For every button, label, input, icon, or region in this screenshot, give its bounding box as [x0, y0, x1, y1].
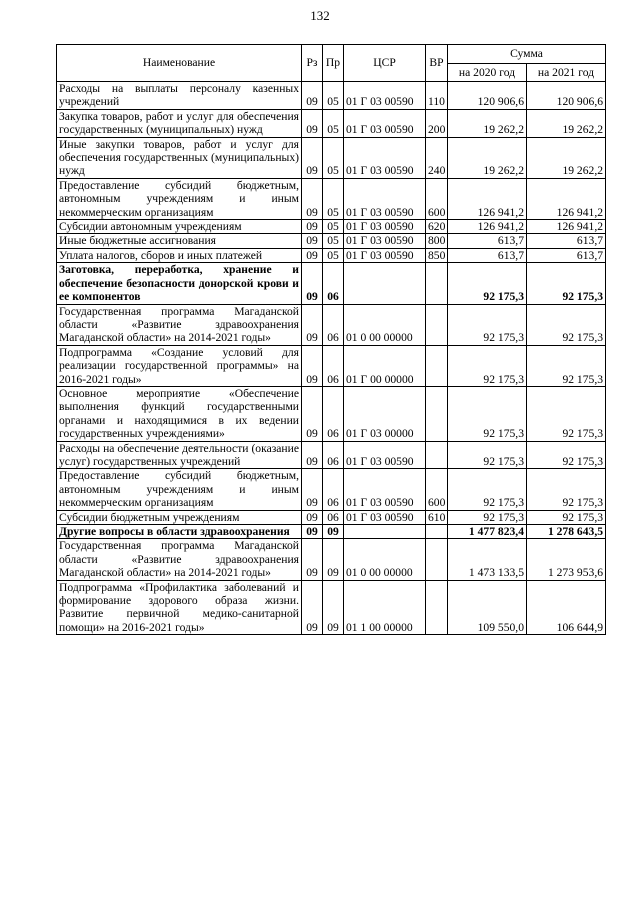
row-vr: 610 — [426, 510, 448, 524]
row-name: Расходы на выплаты персоналу казенных учреждений — [57, 82, 302, 110]
row-sum-2021: 126 941,2 — [527, 178, 606, 219]
row-sum-2020: 92 175,3 — [448, 510, 527, 524]
header-name: Наименование — [57, 45, 302, 82]
row-csr: 01 Г 03 00590 — [344, 82, 426, 110]
row-pr: 06 — [323, 386, 344, 441]
row-rz: 09 — [302, 234, 323, 248]
row-vr — [426, 525, 448, 539]
row-csr: 01 Г 03 00000 — [344, 386, 426, 441]
row-sum-2020: 120 906,6 — [448, 82, 527, 110]
row-csr: 01 Г 00 00000 — [344, 345, 426, 386]
row-rz: 09 — [302, 109, 323, 137]
row-pr: 09 — [323, 539, 344, 580]
row-name: Основное мероприятие «Обеспечение выполнения функций государственными органами и находящимися в их ведении государственных учреждениями» — [57, 386, 302, 441]
row-sum-2020: 92 175,3 — [448, 386, 527, 441]
row-sum-2021: 92 175,3 — [527, 441, 606, 469]
row-pr: 06 — [323, 510, 344, 524]
row-name: Иные закупки товаров, работ и услуг для обеспечения государственных (муниципальных) нужд — [57, 137, 302, 178]
row-sum-2020: 92 175,3 — [448, 345, 527, 386]
row-name: Уплата налогов, сборов и иных платежей — [57, 248, 302, 262]
row-sum-2021: 1 278 643,5 — [527, 525, 606, 539]
table-row — [57, 178, 606, 219]
row-sum-2020: 109 550,0 — [448, 580, 527, 635]
row-rz: 09 — [302, 263, 323, 304]
row-name: Подпрограмма «Профилактика заболеваний и формирование здорового образа жизни. Развитие первичной медико-санитарной помощи» на 2016-2021 годы» — [57, 580, 302, 635]
row-name: Расходы на обеспечение деятельности (оказание услуг) государственных учреждений — [57, 441, 302, 469]
row-rz: 09 — [302, 137, 323, 178]
row-sum-2021: 1 273 953,6 — [527, 539, 606, 580]
row-sum-2021: 92 175,3 — [527, 304, 606, 345]
row-vr: 110 — [426, 82, 448, 110]
row-sum-2021: 92 175,3 — [527, 345, 606, 386]
row-sum-2020: 19 262,2 — [448, 137, 527, 178]
row-csr: 01 0 00 00000 — [344, 539, 426, 580]
row-name: Субсидии автономным учреждениям — [57, 220, 302, 234]
row-rz: 09 — [302, 525, 323, 539]
row-name: Иные бюджетные ассигнования — [57, 234, 302, 248]
row-vr: 240 — [426, 137, 448, 178]
table-row — [57, 234, 606, 248]
row-pr: 09 — [323, 525, 344, 539]
row-vr — [426, 539, 448, 580]
row-rz: 09 — [302, 510, 323, 524]
row-vr: 600 — [426, 469, 448, 510]
table-row — [57, 82, 606, 110]
row-rz: 09 — [302, 82, 323, 110]
row-pr: 05 — [323, 178, 344, 219]
table-row — [57, 539, 606, 580]
table-body — [57, 82, 606, 635]
row-sum-2020: 126 941,2 — [448, 220, 527, 234]
row-pr: 06 — [323, 304, 344, 345]
row-rz: 09 — [302, 580, 323, 635]
row-rz: 09 — [302, 248, 323, 262]
header-pr: Пр — [323, 45, 344, 82]
row-pr: 06 — [323, 441, 344, 469]
table-row — [57, 510, 606, 524]
budget-table — [56, 44, 606, 635]
row-vr: 850 — [426, 248, 448, 262]
header-vr: ВР — [426, 45, 448, 82]
row-rz: 09 — [302, 539, 323, 580]
row-sum-2021: 92 175,3 — [527, 263, 606, 304]
row-sum-2021: 613,7 — [527, 248, 606, 262]
row-name: Закупка товаров, работ и услуг для обеспечения государственных (муниципальных) нужд — [57, 109, 302, 137]
row-sum-2020: 1 473 133,5 — [448, 539, 527, 580]
table-row — [57, 220, 606, 234]
row-rz: 09 — [302, 441, 323, 469]
row-name: Государственная программа Магаданской области «Развитие здравоохранения Магаданской области» на 2014-2021 годы» — [57, 304, 302, 345]
header-year-2020: на 2020 год — [448, 64, 527, 82]
row-sum-2021: 92 175,3 — [527, 469, 606, 510]
row-sum-2020: 92 175,3 — [448, 263, 527, 304]
row-sum-2020: 1 477 823,4 — [448, 525, 527, 539]
row-pr: 09 — [323, 580, 344, 635]
table-row — [57, 263, 606, 304]
table-row — [57, 345, 606, 386]
row-sum-2020: 613,7 — [448, 234, 527, 248]
row-pr: 05 — [323, 109, 344, 137]
row-vr: 620 — [426, 220, 448, 234]
header-rz: Рз — [302, 45, 323, 82]
row-pr: 06 — [323, 345, 344, 386]
table-row — [57, 386, 606, 441]
row-pr: 05 — [323, 137, 344, 178]
page-number: 132 — [310, 8, 330, 23]
row-sum-2021: 106 644,9 — [527, 580, 606, 635]
row-sum-2021: 126 941,2 — [527, 220, 606, 234]
row-name: Предоставление субсидий бюджетным, автономным учреждениям и иным некоммерческим организациям — [57, 469, 302, 510]
table-row — [57, 469, 606, 510]
row-vr — [426, 441, 448, 469]
table-row — [57, 137, 606, 178]
row-rz: 09 — [302, 304, 323, 345]
table-header — [57, 45, 606, 82]
row-sum-2020: 92 175,3 — [448, 441, 527, 469]
row-csr — [344, 263, 426, 304]
row-name: Подпрограмма «Создание условий для реализации государственной программы» на 2016-2021 годы» — [57, 345, 302, 386]
row-csr — [344, 525, 426, 539]
row-sum-2020: 92 175,3 — [448, 304, 527, 345]
row-vr — [426, 580, 448, 635]
row-pr: 05 — [323, 234, 344, 248]
table-row — [57, 304, 606, 345]
row-sum-2021: 120 906,6 — [527, 82, 606, 110]
header-csr: ЦСР — [344, 45, 426, 82]
row-csr: 01 Г 03 00590 — [344, 248, 426, 262]
row-vr — [426, 263, 448, 304]
row-rz: 09 — [302, 345, 323, 386]
row-sum-2020: 92 175,3 — [448, 469, 527, 510]
row-vr: 200 — [426, 109, 448, 137]
row-csr: 01 Г 03 00590 — [344, 178, 426, 219]
table-row — [57, 525, 606, 539]
row-csr: 01 Г 03 00590 — [344, 469, 426, 510]
row-vr — [426, 304, 448, 345]
row-csr: 01 Г 03 00590 — [344, 510, 426, 524]
row-pr: 06 — [323, 263, 344, 304]
row-rz: 09 — [302, 469, 323, 510]
row-vr — [426, 386, 448, 441]
row-rz: 09 — [302, 220, 323, 234]
row-vr — [426, 345, 448, 386]
row-csr: 01 1 00 00000 — [344, 580, 426, 635]
row-rz: 09 — [302, 178, 323, 219]
row-csr: 01 Г 03 00590 — [344, 109, 426, 137]
row-pr: 05 — [323, 248, 344, 262]
row-csr: 01 0 00 00000 — [344, 304, 426, 345]
row-pr: 06 — [323, 469, 344, 510]
row-vr: 800 — [426, 234, 448, 248]
row-name: Государственная программа Магаданской области «Развитие здравоохранения Магаданской области» на 2014-2021 годы» — [57, 539, 302, 580]
row-sum-2021: 19 262,2 — [527, 137, 606, 178]
row-name: Предоставление субсидий бюджетным, автономным учреждениям и иным некоммерческим организациям — [57, 178, 302, 219]
header-year-2021: на 2021 год — [527, 64, 606, 82]
row-name: Субсидии бюджетным учреждениям — [57, 510, 302, 524]
row-sum-2020: 126 941,2 — [448, 178, 527, 219]
row-sum-2020: 613,7 — [448, 248, 527, 262]
row-sum-2021: 19 262,2 — [527, 109, 606, 137]
table-row — [57, 441, 606, 469]
row-sum-2021: 92 175,3 — [527, 510, 606, 524]
row-name: Другие вопросы в области здравоохранения — [57, 525, 302, 539]
row-csr: 01 Г 03 00590 — [344, 441, 426, 469]
row-csr: 01 Г 03 00590 — [344, 137, 426, 178]
row-sum-2021: 92 175,3 — [527, 386, 606, 441]
table-row — [57, 109, 606, 137]
table-row — [57, 580, 606, 635]
header-sum: Сумма — [448, 45, 606, 64]
row-sum-2021: 613,7 — [527, 234, 606, 248]
row-name: Заготовка, переработка, хранение и обеспечение безопасности донорской крови и ее компонентов — [57, 263, 302, 304]
row-pr: 05 — [323, 220, 344, 234]
row-csr: 01 Г 03 00590 — [344, 220, 426, 234]
row-pr: 05 — [323, 82, 344, 110]
table-row — [57, 248, 606, 262]
row-csr: 01 Г 03 00590 — [344, 234, 426, 248]
row-sum-2020: 19 262,2 — [448, 109, 527, 137]
row-vr: 600 — [426, 178, 448, 219]
row-rz: 09 — [302, 386, 323, 441]
